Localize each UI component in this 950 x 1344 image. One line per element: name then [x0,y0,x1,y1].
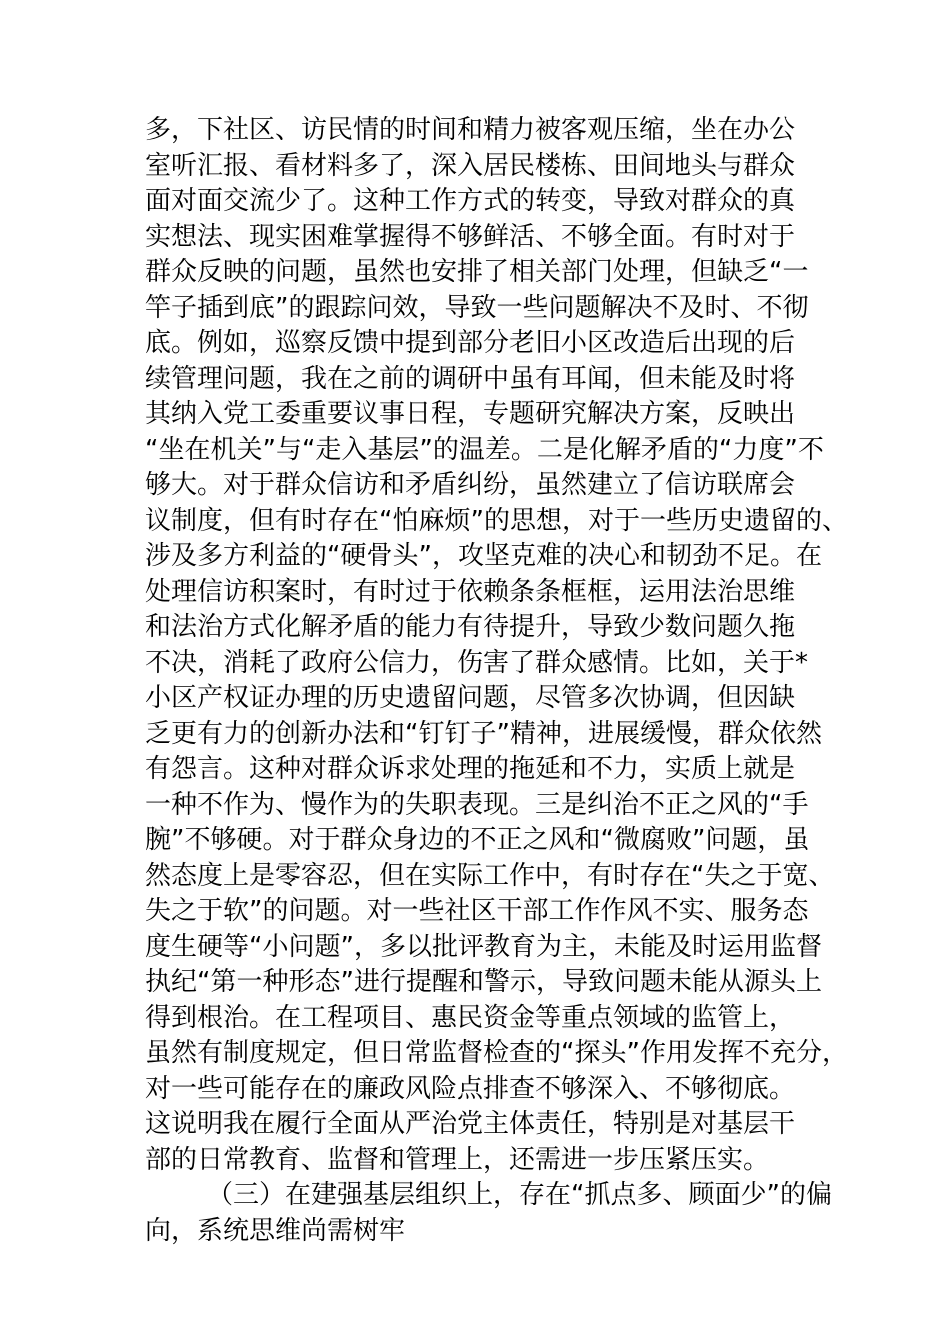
text-line-25: 执纪“第一种形态”进行提醒和警示，导致问题未能从源头上 [145,967,822,997]
text-line-5: 群众反映的问题，虽然也安排了相关部门处理，但缺乏“一 [145,257,809,287]
text-line-18: 乏更有力的创新办法和“钉钉子”精神，进展缓慢，群众依然 [145,718,822,749]
text-line-26: 得到根治。在工程项目、惠民资金等重点领域的监管上， [145,1002,796,1033]
section-heading-line-1: （三）在建强基层组织上，存在“抓点多、顾面少”的偏 [207,1180,832,1210]
text-line-2: 室听汇报、看材料多了，深入居民楼栋、田间地头与群众 [145,150,796,181]
text-line-12: 议制度，但有时存在“怕麻烦”的思想，对于一些历史遗留的、 [145,505,848,536]
text-line-11: 够大。对于群众信访和矛盾纠纷，虽然建立了信访联席会 [145,470,796,500]
section-heading-line-2: 向，系统思维尚需树牢 [145,1215,406,1246]
text-line-24: 度生硬等“小问题”，多以批评教育为主，未能及时运用监督 [145,931,822,962]
text-line-23: 失之于软”的问题。对一些社区干部工作作风不实、服务态 [145,896,809,926]
text-line-10: “坐在机关”与“走入基层”的温差。二是化解矛盾的“力度”不 [145,434,824,465]
text-line-29: 这说明我在履行全面从严治党主体责任，特别是对基层干 [145,1109,796,1139]
text-line-13: 涉及多方利益的“硬骨头”，攻坚克难的决心和韧劲不足。在 [145,541,822,571]
text-line-21: 腕”不够硬。对于群众身边的不正之风和“微腐败”问题，虽 [145,825,810,855]
text-line-8: 续管理问题，我在之前的调研中虽有耳闻，但未能及时将 [145,363,796,394]
text-line-1: 多，下社区、访民情的时间和精力被客观压缩，坐在办公 [145,115,796,145]
text-line-20: 一种不作为、慢作为的失职表现。三是纠治不正之风的“手 [145,789,809,820]
text-line-7: 底。例如，巡察反馈中提到部分老旧小区改造后出现的后 [145,328,796,358]
text-line-6: 竿子插到底”的跟踪问效，导致一些问题解决不及时、不彻 [145,292,809,323]
text-line-9: 其纳入党工委重要议事日程，专题研究解决方案，反映出 [145,399,796,429]
text-line-22: 然态度上是零容忍，但在实际工作中，有时存在“失之于宽、 [145,860,835,891]
text-line-14: 处理信访积案时，有时过于依赖条条框框，运用法治思维 [145,576,796,607]
text-line-15: 和法治方式化解矛盾的能力有待提升，导致少数问题久拖 [145,612,796,642]
text-line-27: 虽然有制度规定，但日常监督检查的“探头”作用发挥不充分， [145,1038,848,1068]
body-text [145,113,848,1249]
text-line-4: 实想法、现实困难掌握得不够鲜活、不够全面。有时对于 [145,221,796,252]
text-line-17: 小区产权证办理的历史遗留问题，尽管多次协调，但因缺 [145,683,796,713]
text-line-28: 对一些可能存在的廉政风险点排查不够深入、不够彻底。 [145,1073,796,1104]
text-line-16: 不决，消耗了政府公信力，伤害了群众感情。比如，关于* [145,647,809,678]
text-line-30: 部的日常教育、监督和管理上，还需进一步压紧压实。 [145,1144,770,1175]
text-line-19: 有怨言。这种对群众诉求处理的拖延和不力，实质上就是 [145,754,796,784]
text-line-3: 面对面交流少了。这种工作方式的转变，导致对群众的真 [145,186,796,216]
